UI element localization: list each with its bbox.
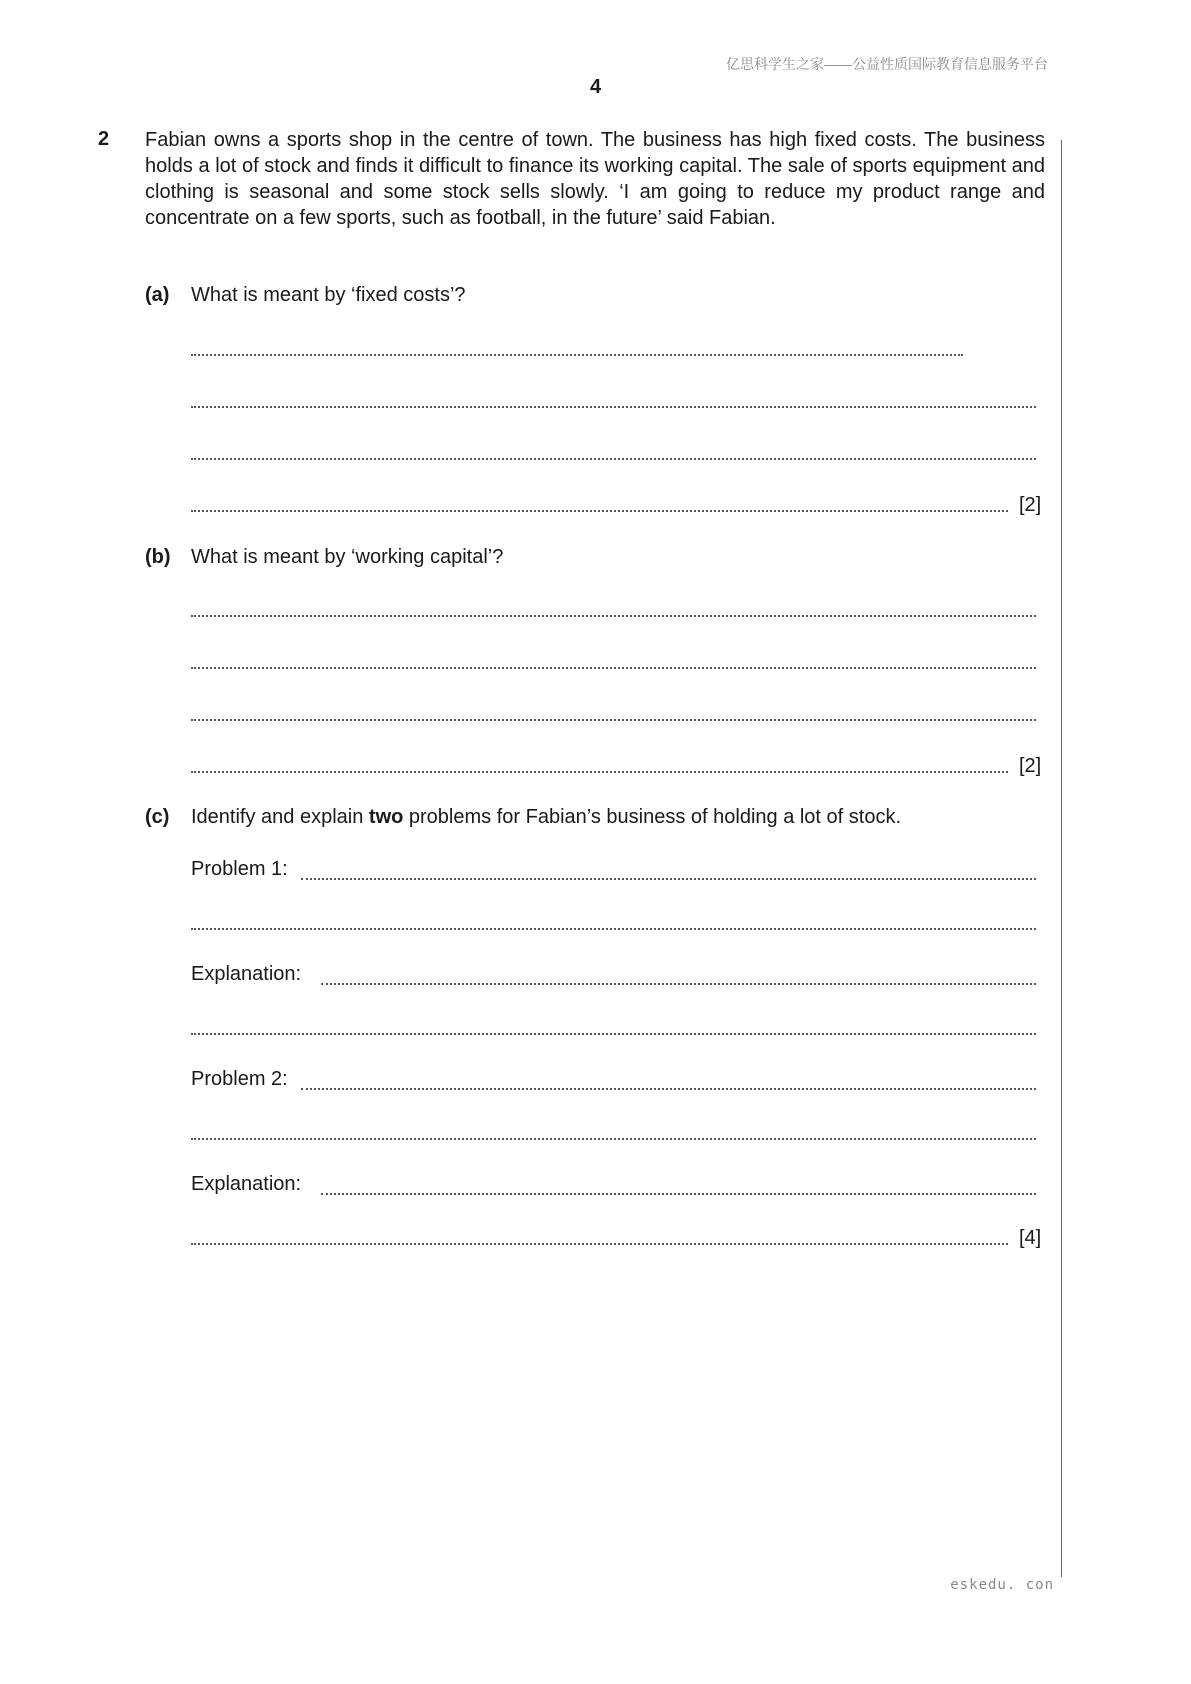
answer-line-c3[interactable]	[321, 981, 1036, 985]
question-stem: Fabian owns a sports shop in the centre of town. The business has high fixed costs. The business holds a lot of stock and finds it difficult to finance its working capital. The sale of sports equipment and clothing is seasonal and some stock sells slowly. ‘I am going to reduce my product range and concentrate on a few sports, such as football, in the future’ said Fabian.	[145, 129, 1045, 229]
part-c-text-bold: two	[368, 806, 404, 828]
answer-line-b2[interactable]	[191, 665, 1036, 669]
header-watermark: 亿思科学生之家——公益性质国际教育信息服务平台	[726, 56, 1048, 72]
part-a-question: What is meant by ‘fixed costs’?	[191, 284, 466, 306]
answer-line-a4[interactable]	[191, 508, 1008, 512]
answer-line-b3[interactable]	[191, 717, 1036, 721]
answer-line-c6[interactable]	[191, 1136, 1036, 1140]
problem-1-label: Problem 1:	[191, 858, 288, 880]
part-c-label: (c)	[145, 806, 170, 828]
answer-line-c8[interactable]	[191, 1241, 1008, 1245]
answer-line-b4[interactable]	[191, 769, 1008, 773]
part-b-question: What is meant by ‘working capital’?	[191, 546, 504, 568]
answer-line-a1[interactable]	[191, 352, 963, 356]
answer-line-a2[interactable]	[191, 404, 1036, 408]
part-c-mark: [4]	[1019, 1227, 1042, 1249]
part-a-mark: [2]	[1019, 494, 1042, 516]
problem-2-label: Problem 2:	[191, 1068, 288, 1090]
footer-watermark: eskedu. con	[950, 1577, 1054, 1593]
part-b-mark: [2]	[1019, 755, 1042, 777]
explanation-1-label: Explanation:	[191, 963, 302, 985]
answer-line-c5[interactable]	[301, 1086, 1036, 1090]
margin-line	[1061, 140, 1062, 1577]
question-number: 2	[98, 128, 110, 150]
answer-line-a3[interactable]	[191, 456, 1036, 460]
answer-line-b1[interactable]	[191, 613, 1036, 617]
part-c-question	[191, 806, 901, 829]
answer-line-c4[interactable]	[191, 1031, 1036, 1035]
part-c-text-before: Identify and explain	[191, 806, 369, 828]
page-number: 4	[589, 76, 602, 98]
part-c-text-after: problems for Fabian’s business of holding a lot of stock.	[403, 806, 902, 828]
part-a-label: (a)	[145, 284, 170, 306]
answer-line-c1[interactable]	[301, 876, 1036, 880]
answer-line-c2[interactable]	[191, 926, 1036, 930]
answer-line-c7[interactable]	[321, 1191, 1036, 1195]
part-b-label: (b)	[145, 546, 171, 568]
explanation-2-label: Explanation:	[191, 1173, 302, 1195]
